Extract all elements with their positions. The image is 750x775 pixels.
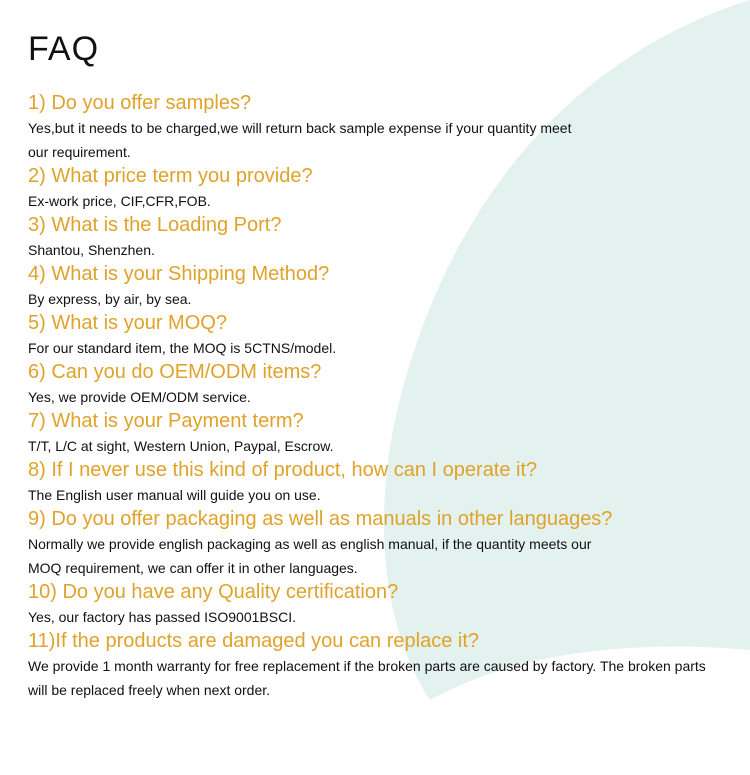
faq-answer: By express, by air, by sea. (28, 291, 192, 307)
faq-answer: For our standard item, the MOQ is 5CTNS/model. (28, 340, 337, 356)
faq-answer: We provide 1 month warranty for free replacement if the broken parts are caused by factory. The broken parts will be replaced freely when next order. (28, 658, 706, 698)
faq-item (28, 360, 728, 409)
faq-item (28, 311, 728, 360)
page-title: FAQ (28, 30, 100, 68)
faq-question: 9) Do you offer packaging as well as manuals in other languages? (28, 508, 613, 530)
faq-question: 7) What is your Payment term? (28, 410, 304, 432)
faq-answer: The English user manual will guide you on use. (28, 487, 321, 503)
faq-question: 4) What is your Shipping Method? (28, 263, 330, 285)
faq-answer: Ex-work price, CIF,CFR,FOB. (28, 193, 211, 209)
faq-item (28, 458, 728, 507)
faq-answer: Normally we provide english packaging as well as english manual, if the quantity meets our MOQ requirement, we can offer it in other languages. (28, 536, 592, 576)
faq-answer: Shantou, Shenzhen. (28, 242, 155, 258)
faq-question: 8) If I never use this kind of product, how can I operate it? (28, 459, 538, 481)
faq-question: 1) Do you offer samples? (28, 92, 252, 114)
faq-question: 10) Do you have any Quality certification? (28, 581, 399, 603)
faq-item (28, 629, 728, 702)
faq-item (28, 91, 728, 164)
faq-answer: Yes, we provide OEM/ODM service. (28, 389, 251, 405)
faq-item (28, 507, 728, 580)
faq-answer: Yes,but it needs to be charged,we will return back sample expense if your quantity meet our requirement. (28, 120, 572, 160)
faq-answer: T/T, L/C at sight, Western Union, Paypal, Escrow. (28, 438, 334, 454)
faq-item (28, 409, 728, 458)
faq-question: 2) What price term you provide? (28, 165, 313, 187)
faq-item (28, 262, 728, 311)
faq-question: 3) What is the Loading Port? (28, 214, 282, 236)
faq-item (28, 213, 728, 262)
faq-item (28, 164, 728, 213)
faq-question: 11)If the products are damaged you can replace it? (28, 630, 480, 652)
faq-question: 5) What is your MOQ? (28, 312, 227, 334)
faq-answer: Yes, our factory has passed ISO9001BSCI. (28, 609, 296, 625)
faq-question: 6) Can you do OEM/ODM items? (28, 361, 322, 383)
faq-item (28, 580, 728, 629)
faq-list (28, 91, 728, 702)
